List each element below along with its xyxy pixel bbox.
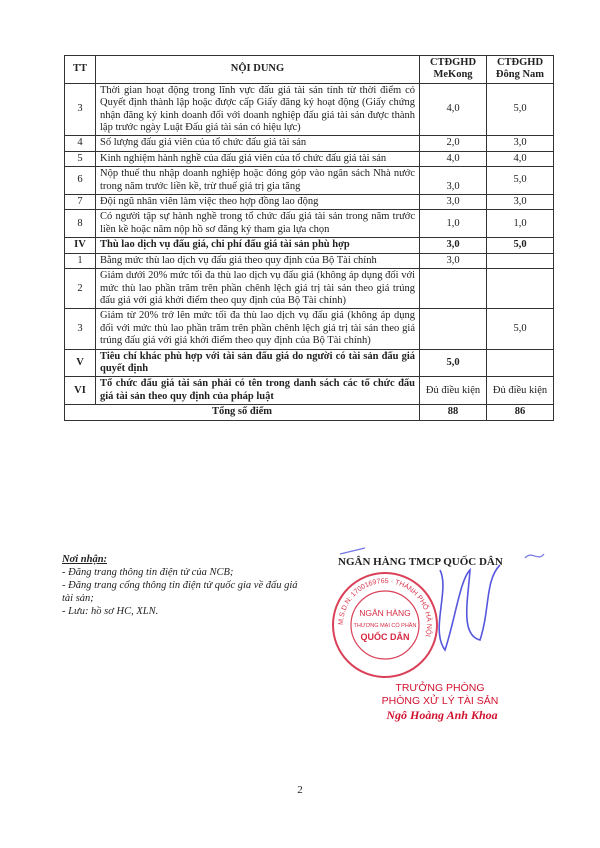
row-score-mekong: 1,0 (420, 210, 487, 238)
evaluation-table (64, 55, 554, 421)
row-score-mekong: 5,0 (420, 349, 487, 377)
table-row (65, 253, 554, 268)
row-content: Giảm dưới 20% mức tối đa thù lao dịch vụ đấu giá (không áp dụng đối với mức thù lao phần trăm trên phần chênh lệch giá trị tài sản theo giá trúng đấu giá với giá khởi điểm theo quy định của Bộ Tài chính) (96, 269, 420, 309)
table-row (65, 151, 554, 166)
signature-block (300, 540, 560, 740)
row-content: Đội ngũ nhân viên làm việc theo hợp đồng lao động (96, 195, 420, 210)
signer-name: Ngô Hoàng Anh Khoa (386, 708, 498, 722)
page-number: 2 (297, 784, 303, 796)
row-content: Kinh nghiệm hành nghề của đấu giá viên của tổ chức đấu giá tài sản (96, 151, 420, 166)
row-tt: IV (65, 238, 96, 253)
row-tt: 3 (65, 83, 96, 136)
header-tt: TT (65, 56, 96, 84)
row-score-dongnam (487, 269, 554, 309)
table-row (65, 167, 554, 195)
row-tt: 1 (65, 253, 96, 268)
seal-line-2: THƯƠNG MẠI CỔ PHẦN (353, 623, 417, 629)
recipients-title: Nơi nhận: (62, 554, 108, 565)
row-tt: V (65, 349, 96, 377)
row-score-dongnam: 5,0 (487, 238, 554, 253)
total-mekong: 88 (420, 405, 487, 420)
row-content: Bằng mức thù lao dịch vụ đấu giá theo quy định của Bộ Tài chính (96, 253, 420, 268)
signer-department: PHÒNG XỬ LÝ TÀI SẢN (381, 695, 499, 707)
table-section-row (65, 377, 554, 405)
header-dongnam: CTĐGHD Đông Nam (487, 56, 554, 84)
table-section-row (65, 349, 554, 377)
table-total-row (65, 405, 554, 420)
row-tt: 6 (65, 167, 96, 195)
row-score-mekong: 4,0 (420, 151, 487, 166)
row-tt: 8 (65, 210, 96, 238)
row-score-mekong (420, 309, 487, 349)
row-tt: 4 (65, 136, 96, 151)
row-score-dongnam: 3,0 (487, 195, 554, 210)
row-content: Giảm từ 20% trở lên mức tối đa thù lao dịch vụ đấu giá (không áp dụng đối với mức thù lao phần trăm trên phần chênh lệch giá trị tài sản theo giá trúng đấu giá với giá khởi điểm theo quy định của Bộ Tài chính) (96, 309, 420, 349)
row-score-mekong: 3,0 (420, 167, 487, 195)
row-score-dongnam: 3,0 (487, 136, 554, 151)
table-row (65, 195, 554, 210)
recipient-item: - Đăng trang thông tin điện tử của NCB; (62, 567, 234, 578)
handwritten-signature (320, 540, 550, 680)
row-score-dongnam: Đủ điều kiện (487, 377, 554, 405)
row-score-mekong: 4,0 (420, 83, 487, 136)
row-content: Tổ chức đấu giá tài sản phải có tên trong danh sách các tổ chức đấu giá tài sản theo quy định của pháp luật (96, 377, 420, 405)
table-row (65, 269, 554, 309)
header-mekong: CTĐGHD MeKong (420, 56, 487, 84)
row-content: Thời gian hoạt động trong lĩnh vực đấu giá tài sản tính từ thời điểm có Quyết định thành lập hoặc được cấp Giấy đăng ký hoạt động (Giấy chứng nhận đăng ký kinh doanh đối với doanh nghiệp đấu giá tài sản được thành lập trước ngày Luật Đấu giá tài sản có hiệu lực) (96, 83, 420, 136)
seal-line-3: QUỐC DÂN (360, 632, 410, 642)
table-row (65, 309, 554, 349)
recipient-item: - Đăng trang cổng thông tin điện tử quốc gia về đấu giá tài sản; (62, 580, 298, 604)
seal-line-1: NGÂN HÀNG (359, 608, 411, 618)
row-score-dongnam: 5,0 (487, 167, 554, 195)
table-row (65, 136, 554, 151)
signer-title: TRƯỞNG PHÒNG (395, 682, 485, 694)
row-score-mekong: 2,0 (420, 136, 487, 151)
row-score-mekong: Đủ điều kiện (420, 377, 487, 405)
table-header-row (65, 56, 554, 84)
row-tt: 5 (65, 151, 96, 166)
row-score-mekong: 3,0 (420, 253, 487, 268)
row-tt: 2 (65, 269, 96, 309)
total-label: Tổng số điểm (65, 405, 420, 420)
recipient-item: - Lưu: hồ sơ HC, XLN. (62, 606, 159, 617)
table-section-row (65, 238, 554, 253)
row-content: Số lượng đấu giá viên của tổ chức đấu giá tài sản (96, 136, 420, 151)
row-score-mekong (420, 269, 487, 309)
row-tt: 7 (65, 195, 96, 210)
row-score-dongnam: 5,0 (487, 309, 554, 349)
row-content: Nộp thuế thu nhập doanh nghiệp hoặc đóng góp vào ngân sách Nhà nước trong năm trước liền kề, trừ thuế giá trị gia tăng (96, 167, 420, 195)
table-row (65, 210, 554, 238)
row-content: Tiêu chí khác phù hợp với tài sản đấu giá do người có tài sản đấu giá quyết định (96, 349, 420, 377)
row-tt: 3 (65, 309, 96, 349)
row-score-dongnam (487, 349, 554, 377)
row-content: Có người tập sự hành nghề trong tổ chức đấu giá tài sản trong năm trước liền kề hoặc năm nộp hồ sơ đăng ký tham gia lựa chọn (96, 210, 420, 238)
signer-organization: NGÂN HÀNG TMCP QUỐC DÂN (338, 556, 503, 568)
row-content: Thù lao dịch vụ đấu giá, chi phí đấu giá tài sản phù hợp (96, 238, 420, 253)
table-row (65, 83, 554, 136)
row-score-dongnam: 4,0 (487, 151, 554, 166)
seal-ring-text: M.S.D.N: 1700169765 · THÀNH PHỐ HÀ NỘI (337, 577, 433, 638)
row-score-dongnam: 5,0 (487, 83, 554, 136)
row-score-mekong: 3,0 (420, 238, 487, 253)
row-tt: VI (65, 377, 96, 405)
row-score-dongnam: 1,0 (487, 210, 554, 238)
row-score-dongnam (487, 253, 554, 268)
header-content: NỘI DUNG (96, 56, 420, 84)
recipients-block (62, 553, 302, 618)
total-dongnam: 86 (487, 405, 554, 420)
row-score-mekong: 3,0 (420, 195, 487, 210)
